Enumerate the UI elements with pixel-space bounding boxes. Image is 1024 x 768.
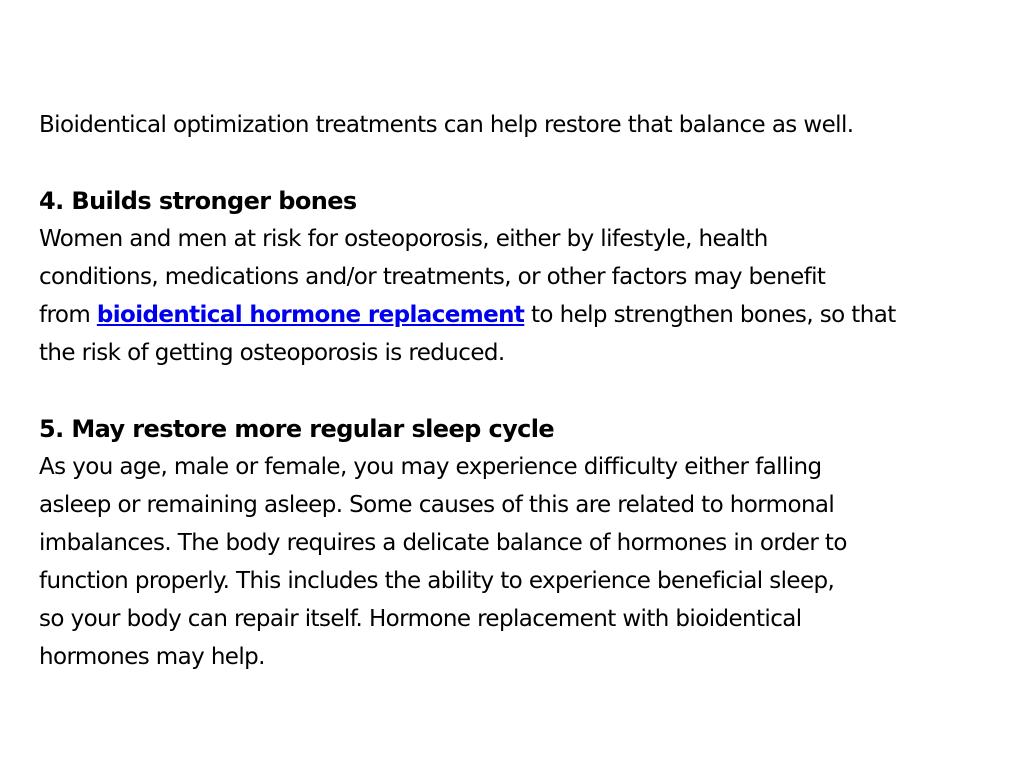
section-4-text-prefix: from: [39, 302, 97, 328]
section-5-text-line-3: imbalances. The body requires a delicate balance of hormones in order to: [39, 530, 847, 556]
section-5-text-line-2: asleep or remaining asleep. Some causes of this are related to hormonal: [39, 492, 835, 518]
spacer: [39, 372, 999, 410]
bioidentical-hormone-replacement-link[interactable]: bioidentical hormone replacement: [96, 302, 525, 328]
section-4-text-line-4: the risk of getting osteoporosis is reduced.: [39, 340, 505, 366]
slide-content: [39, 106, 999, 676]
section-4-text-line-3: [39, 296, 999, 334]
spacer: [39, 144, 999, 182]
section-4-text-suffix: to help strengthen bones, so that: [524, 302, 896, 328]
section-5-text-line-6: hormones may help.: [39, 644, 265, 670]
intro-text: Bioidentical optimization treatments can help restore that balance as well.: [39, 112, 854, 138]
section-4-text-line-2: conditions, medications and/or treatments, or other factors may benefit: [39, 264, 826, 290]
section-4-heading: 4. Builds stronger bones: [39, 187, 357, 215]
section-5-text-line-4: function properly. This includes the ability to experience beneficial sleep,: [39, 568, 835, 594]
section-5-text-line-5: so your body can repair itself. Hormone replacement with bioidentical: [39, 606, 802, 632]
section-5-text-line-1: As you age, male or female, you may experience difficulty either falling: [39, 454, 822, 480]
section-5-heading: 5. May restore more regular sleep cycle: [39, 415, 555, 443]
section-4-text-line-1: Women and men at risk for osteoporosis, either by lifestyle, health: [39, 226, 768, 252]
